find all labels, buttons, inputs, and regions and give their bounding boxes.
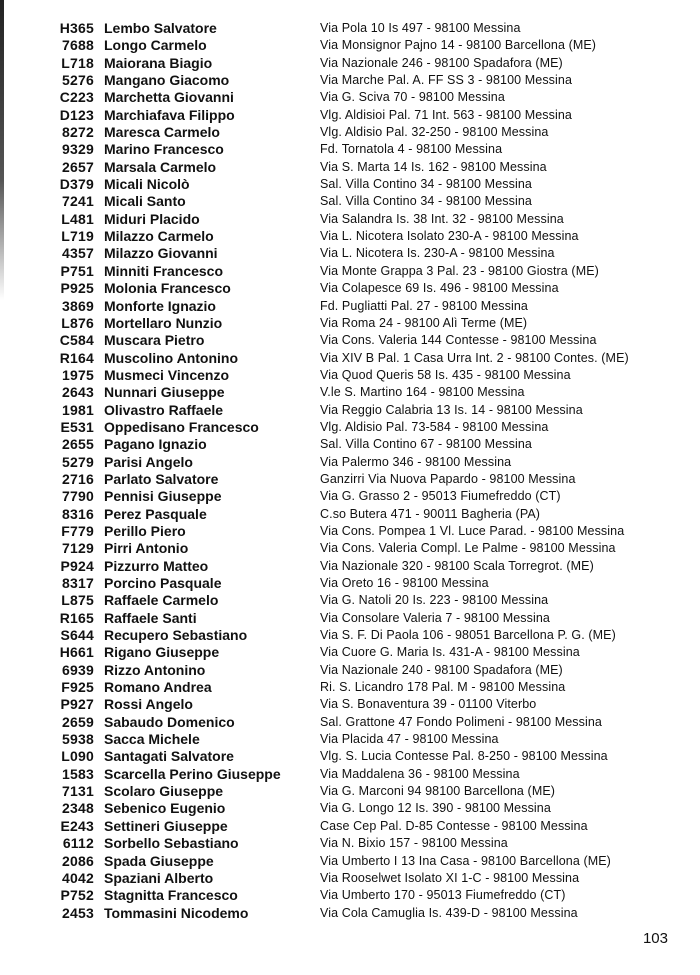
roster-row bbox=[0, 72, 700, 89]
member-code: 4357 bbox=[62, 245, 94, 262]
roster-row bbox=[0, 37, 700, 54]
member-code: P927 bbox=[60, 696, 94, 713]
roster-row bbox=[0, 696, 700, 713]
member-address: Via Roma 24 - 98100 Alì Terme (ME) bbox=[320, 315, 528, 330]
member-address: Via G. Grasso 2 - 95013 Fiumefreddo (CT) bbox=[320, 489, 561, 504]
member-address: Via XIV B Pal. 1 Casa Urra Int. 2 - 98100 Contes. (ME) bbox=[320, 350, 629, 365]
member-code: E243 bbox=[60, 817, 94, 834]
member-address: Via Monte Grappa 3 Pal. 23 - 98100 Giostra (ME) bbox=[320, 263, 599, 278]
member-code: 2453 bbox=[62, 904, 94, 921]
member-name: Mortellaro Nunzio bbox=[104, 314, 223, 331]
member-code: D379 bbox=[59, 176, 94, 193]
member-name: Settineri Giuseppe bbox=[104, 817, 228, 834]
roster-row bbox=[0, 332, 700, 349]
member-address: Via Salandra Is. 38 Int. 32 - 98100 Messina bbox=[320, 211, 564, 226]
member-name: Parisi Angelo bbox=[104, 453, 193, 470]
member-address: Via Colapesce 69 Is. 496 - 98100 Messina bbox=[320, 281, 559, 296]
roster-row bbox=[0, 523, 700, 540]
member-address: Via Umberto 170 - 95013 Fiumefreddo (CT) bbox=[320, 888, 566, 903]
roster-row bbox=[0, 592, 700, 609]
member-name: Pennisi Giuseppe bbox=[104, 488, 222, 505]
member-address: Via S. Bonaventura 39 - 01100 Viterbo bbox=[320, 697, 537, 712]
member-name: Pirri Antonio bbox=[104, 540, 189, 557]
member-name: Rigano Giuseppe bbox=[104, 644, 220, 661]
member-code: F779 bbox=[61, 522, 94, 539]
roster-row bbox=[0, 575, 700, 592]
roster-row bbox=[0, 853, 700, 870]
member-address: Fd. Pugliatti Pal. 27 - 98100 Messina bbox=[320, 298, 528, 313]
member-name: Micali Santo bbox=[104, 193, 186, 210]
member-name: Mangano Giacomo bbox=[104, 72, 230, 89]
member-code: C584 bbox=[59, 332, 94, 349]
member-name: Parlato Salvatore bbox=[104, 470, 219, 487]
member-code: 3869 bbox=[62, 297, 94, 314]
roster-row bbox=[0, 193, 700, 210]
roster-row bbox=[0, 298, 700, 315]
member-name: Rossi Angelo bbox=[104, 696, 193, 713]
member-name: Raffaele Santi bbox=[104, 609, 197, 626]
member-address: Via N. Bixio 157 - 98100 Messina bbox=[320, 836, 508, 851]
member-name: Minniti Francesco bbox=[104, 262, 224, 279]
roster-row bbox=[0, 662, 700, 679]
member-address: Vlg. Aldisio Pal. 73-584 - 98100 Messina bbox=[320, 419, 549, 434]
member-name: Marino Francesco bbox=[104, 141, 224, 158]
member-code: 7129 bbox=[62, 540, 94, 557]
member-name: Marchiafava Filippo bbox=[104, 106, 235, 123]
member-code: 6939 bbox=[62, 661, 94, 678]
member-code: 2716 bbox=[62, 470, 94, 487]
member-code: L090 bbox=[61, 748, 94, 765]
roster-row bbox=[0, 731, 700, 748]
member-name: Perillo Piero bbox=[104, 522, 186, 539]
member-code: P751 bbox=[60, 262, 94, 279]
member-code: 5938 bbox=[62, 731, 94, 748]
member-code: H661 bbox=[59, 644, 94, 661]
member-address: Via Monsignor Pajno 14 - 98100 Barcellona (ME) bbox=[320, 38, 597, 53]
roster-row bbox=[0, 107, 700, 124]
member-name: Sacca Michele bbox=[104, 731, 200, 748]
member-code: F925 bbox=[61, 679, 94, 696]
member-name: Lembo Salvatore bbox=[104, 20, 217, 36]
roster-row bbox=[0, 228, 700, 245]
member-code: 6112 bbox=[62, 835, 94, 852]
member-code: P925 bbox=[60, 280, 94, 297]
roster-row bbox=[0, 800, 700, 817]
roster-row bbox=[0, 454, 700, 471]
roster-row bbox=[0, 540, 700, 557]
member-name: Recupero Sebastiano bbox=[104, 627, 248, 644]
member-address: Via Nazionale 320 - 98100 Scala Torregrot. (ME) bbox=[320, 558, 594, 573]
member-name: Milazzo Giovanni bbox=[104, 245, 218, 262]
member-code: 1981 bbox=[62, 401, 94, 418]
roster-row bbox=[0, 748, 700, 765]
member-address: Vlg. Aldisio Pal. 32-250 - 98100 Messina bbox=[320, 125, 549, 140]
roster-row bbox=[0, 384, 700, 401]
roster-row bbox=[0, 436, 700, 453]
roster-row bbox=[0, 905, 700, 922]
member-code: P752 bbox=[60, 887, 94, 904]
member-name: Sabaudo Domenico bbox=[104, 713, 235, 730]
member-code: C223 bbox=[59, 89, 94, 106]
roster-row bbox=[0, 419, 700, 436]
member-name: Pagano Ignazio bbox=[104, 436, 207, 453]
member-address: Case Cep Pal. D-85 Contesse - 98100 Messina bbox=[320, 818, 588, 833]
roster-row bbox=[0, 627, 700, 644]
member-address: Via Palermo 346 - 98100 Messina bbox=[320, 454, 512, 469]
member-code: 9329 bbox=[62, 141, 94, 158]
member-name: Perez Pasquale bbox=[104, 505, 207, 522]
member-address: Ri. S. Licandro 178 Pal. M - 98100 Messina bbox=[320, 680, 566, 695]
member-code: 2655 bbox=[62, 436, 94, 453]
member-code: 8316 bbox=[62, 505, 94, 522]
member-name: Miduri Placido bbox=[104, 210, 200, 227]
member-code: 7790 bbox=[62, 488, 94, 505]
member-name: Micali Nicolò bbox=[104, 176, 190, 193]
member-address: Via Oreto 16 - 98100 Messina bbox=[320, 576, 489, 590]
member-code: 4042 bbox=[62, 869, 94, 886]
roster-row bbox=[0, 506, 700, 523]
member-name: Scolaro Giuseppe bbox=[104, 783, 224, 800]
member-address: Via Nazionale 240 - 98100 Spadafora (ME) bbox=[320, 662, 563, 677]
roster-row bbox=[0, 280, 700, 297]
member-address: Via S. Marta 14 Is. 162 - 98100 Messina bbox=[320, 159, 547, 174]
member-code: S644 bbox=[60, 627, 94, 644]
member-code: 5276 bbox=[62, 72, 94, 89]
member-name: Romano Andrea bbox=[104, 679, 212, 696]
member-address: Via Cons. Valeria Compl. Le Palme - 98100 Messina bbox=[320, 541, 616, 556]
member-address: C.so Butera 471 - 90011 Bagheria (PA) bbox=[320, 506, 541, 521]
member-name: Sorbello Sebastiano bbox=[104, 835, 239, 852]
member-code: 2348 bbox=[62, 800, 94, 817]
roster-row bbox=[0, 870, 700, 887]
member-code: R165 bbox=[59, 609, 94, 626]
member-name: Tommasini Nicodemo bbox=[104, 904, 249, 921]
member-address: Via Quod Queris 58 Is. 435 - 98100 Messina bbox=[320, 367, 571, 382]
member-code: 2086 bbox=[62, 852, 94, 869]
member-code: 5279 bbox=[62, 453, 94, 470]
roster-row bbox=[0, 20, 700, 37]
member-address: Via Maddalena 36 - 98100 Messina bbox=[320, 766, 520, 781]
member-address: Sal. Villa Contino 67 - 98100 Messina bbox=[320, 437, 532, 452]
member-name: Pizzurro Matteo bbox=[104, 557, 209, 574]
member-name: Molonia Francesco bbox=[104, 280, 231, 297]
member-name: Spada Giuseppe bbox=[104, 852, 214, 869]
member-address: Via Pola 10 Is 497 - 98100 Messina bbox=[320, 21, 521, 35]
member-roster bbox=[0, 20, 700, 922]
member-name: Scarcella Perino Giuseppe bbox=[104, 765, 281, 782]
member-name: Monforte Ignazio bbox=[104, 297, 216, 314]
member-code: R164 bbox=[59, 349, 94, 366]
member-address: Vlg. S. Lucia Contesse Pal. 8-250 - 98100 Messina bbox=[320, 749, 608, 764]
member-name: Olivastro Raffaele bbox=[104, 401, 224, 418]
member-name: Porcino Pasquale bbox=[104, 575, 222, 591]
member-code: L718 bbox=[61, 54, 94, 71]
member-name: Musmeci Vincenzo bbox=[104, 366, 230, 383]
member-address: Via Nazionale 246 - 98100 Spadafora (ME) bbox=[320, 55, 563, 70]
member-code: 2657 bbox=[62, 158, 94, 175]
member-name: Rizzo Antonino bbox=[104, 661, 206, 678]
member-address: Via Cola Camuglia Is. 439-D - 98100 Messina bbox=[320, 905, 578, 920]
roster-row bbox=[0, 610, 700, 627]
member-address: Vlg. Aldisioi Pal. 71 Int. 563 - 98100 Messina bbox=[320, 107, 572, 122]
roster-row bbox=[0, 245, 700, 262]
roster-row bbox=[0, 783, 700, 800]
roster-row bbox=[0, 679, 700, 696]
member-address: Via S. F. Di Paola 106 - 98051 Barcellona P. G. (ME) bbox=[320, 628, 616, 643]
member-address: Via G. Marconi 94 98100 Barcellona (ME) bbox=[320, 784, 556, 799]
roster-row bbox=[0, 159, 700, 176]
roster-row bbox=[0, 367, 700, 384]
member-code: D123 bbox=[59, 106, 94, 123]
member-code: 7131 bbox=[62, 783, 94, 800]
member-address: Via Consolare Valeria 7 - 98100 Messina bbox=[320, 610, 550, 625]
member-address: Via Placida 47 - 98100 Messina bbox=[320, 732, 499, 747]
member-name: Raffaele Carmelo bbox=[104, 592, 219, 609]
member-address: Via G. Natoli 20 Is. 223 - 98100 Messina bbox=[320, 593, 549, 608]
member-address: Via L. Nicotera Isolato 230-A - 98100 Messina bbox=[320, 229, 579, 244]
member-name: Maresca Carmelo bbox=[104, 124, 220, 141]
roster-row bbox=[0, 835, 700, 852]
member-code: 1583 bbox=[62, 765, 94, 782]
member-name: Sebenico Eugenio bbox=[104, 800, 226, 817]
roster-row bbox=[0, 766, 700, 783]
roster-row bbox=[0, 211, 700, 228]
member-code: 8272 bbox=[62, 124, 94, 141]
member-address: Via Cuore G. Maria Is. 431-A - 98100 Messina bbox=[320, 645, 580, 660]
roster-row bbox=[0, 644, 700, 661]
member-name: Spaziani Alberto bbox=[104, 869, 214, 886]
roster-row bbox=[0, 176, 700, 193]
member-name: Oppedisano Francesco bbox=[104, 418, 259, 435]
member-code: E531 bbox=[60, 418, 94, 435]
member-name: Marchetta Giovanni bbox=[104, 89, 234, 106]
member-name: Nunnari Giuseppe bbox=[104, 384, 225, 401]
member-address: Ganzirri Via Nuova Papardo - 98100 Messina bbox=[320, 471, 576, 486]
member-address: Via Rooselwet Isolato XI 1-C - 98100 Messina bbox=[320, 870, 580, 885]
member-code: L876 bbox=[61, 314, 94, 331]
member-address: Via Reggio Calabria 13 Is. 14 - 98100 Messina bbox=[320, 402, 583, 417]
member-address: V.le S. Martino 164 - 98100 Messina bbox=[320, 385, 525, 400]
member-address: Sal. Villa Contino 34 - 98100 Messina bbox=[320, 194, 532, 209]
member-code: 7688 bbox=[62, 37, 94, 54]
member-address: Via Marche Pal. A. FF SS 3 - 98100 Messina bbox=[320, 73, 573, 88]
member-code: 8317 bbox=[62, 575, 94, 591]
member-address: Via Umberto I 13 Ina Casa - 98100 Barcellona (ME) bbox=[320, 853, 611, 868]
member-code: 7241 bbox=[62, 193, 94, 210]
roster-row bbox=[0, 89, 700, 106]
roster-row bbox=[0, 818, 700, 835]
member-name: Muscolino Antonino bbox=[104, 349, 239, 366]
member-address: Fd. Tornatola 4 - 98100 Messina bbox=[320, 142, 503, 157]
member-name: Longo Carmelo bbox=[104, 37, 207, 54]
member-address: Via L. Nicotera Is. 230-A - 98100 Messina bbox=[320, 246, 555, 261]
member-address: Sal. Villa Contino 34 - 98100 Messina bbox=[320, 177, 532, 192]
roster-row bbox=[0, 350, 700, 367]
member-name: Maiorana Biagio bbox=[104, 54, 213, 71]
member-code: 1975 bbox=[62, 366, 94, 383]
member-address: Via Cons. Valeria 144 Contesse - 98100 Messina bbox=[320, 333, 597, 348]
member-code: H365 bbox=[59, 20, 94, 36]
roster-row bbox=[0, 887, 700, 904]
member-code: P924 bbox=[60, 557, 94, 574]
member-address: Via G. Sciva 70 - 98100 Messina bbox=[320, 90, 505, 105]
member-name: Muscara Pietro bbox=[104, 332, 205, 349]
roster-row bbox=[0, 488, 700, 505]
roster-row bbox=[0, 55, 700, 72]
roster-row bbox=[0, 714, 700, 731]
roster-row bbox=[0, 315, 700, 332]
member-name: Milazzo Carmelo bbox=[104, 228, 214, 245]
member-address: Via Cons. Pompea 1 Vl. Luce Parad. - 98100 Messina bbox=[320, 523, 625, 538]
member-address: Via G. Longo 12 Is. 390 - 98100 Messina bbox=[320, 801, 551, 816]
roster-row bbox=[0, 124, 700, 141]
page-number: 103 bbox=[642, 930, 668, 947]
member-name: Marsala Carmelo bbox=[104, 158, 217, 175]
roster-row bbox=[0, 402, 700, 419]
member-code: L719 bbox=[61, 228, 94, 245]
member-address: Sal. Grattone 47 Fondo Polimeni - 98100 Messina bbox=[320, 714, 602, 729]
member-code: L875 bbox=[61, 592, 94, 609]
roster-row bbox=[0, 471, 700, 488]
roster-row bbox=[0, 141, 700, 158]
member-code: L481 bbox=[61, 210, 94, 227]
member-code: 2659 bbox=[62, 713, 94, 730]
member-name: Santagati Salvatore bbox=[104, 748, 234, 765]
member-code: 2643 bbox=[62, 384, 94, 401]
member-name: Stagnitta Francesco bbox=[104, 887, 238, 904]
roster-row bbox=[0, 263, 700, 280]
roster-row bbox=[0, 558, 700, 575]
